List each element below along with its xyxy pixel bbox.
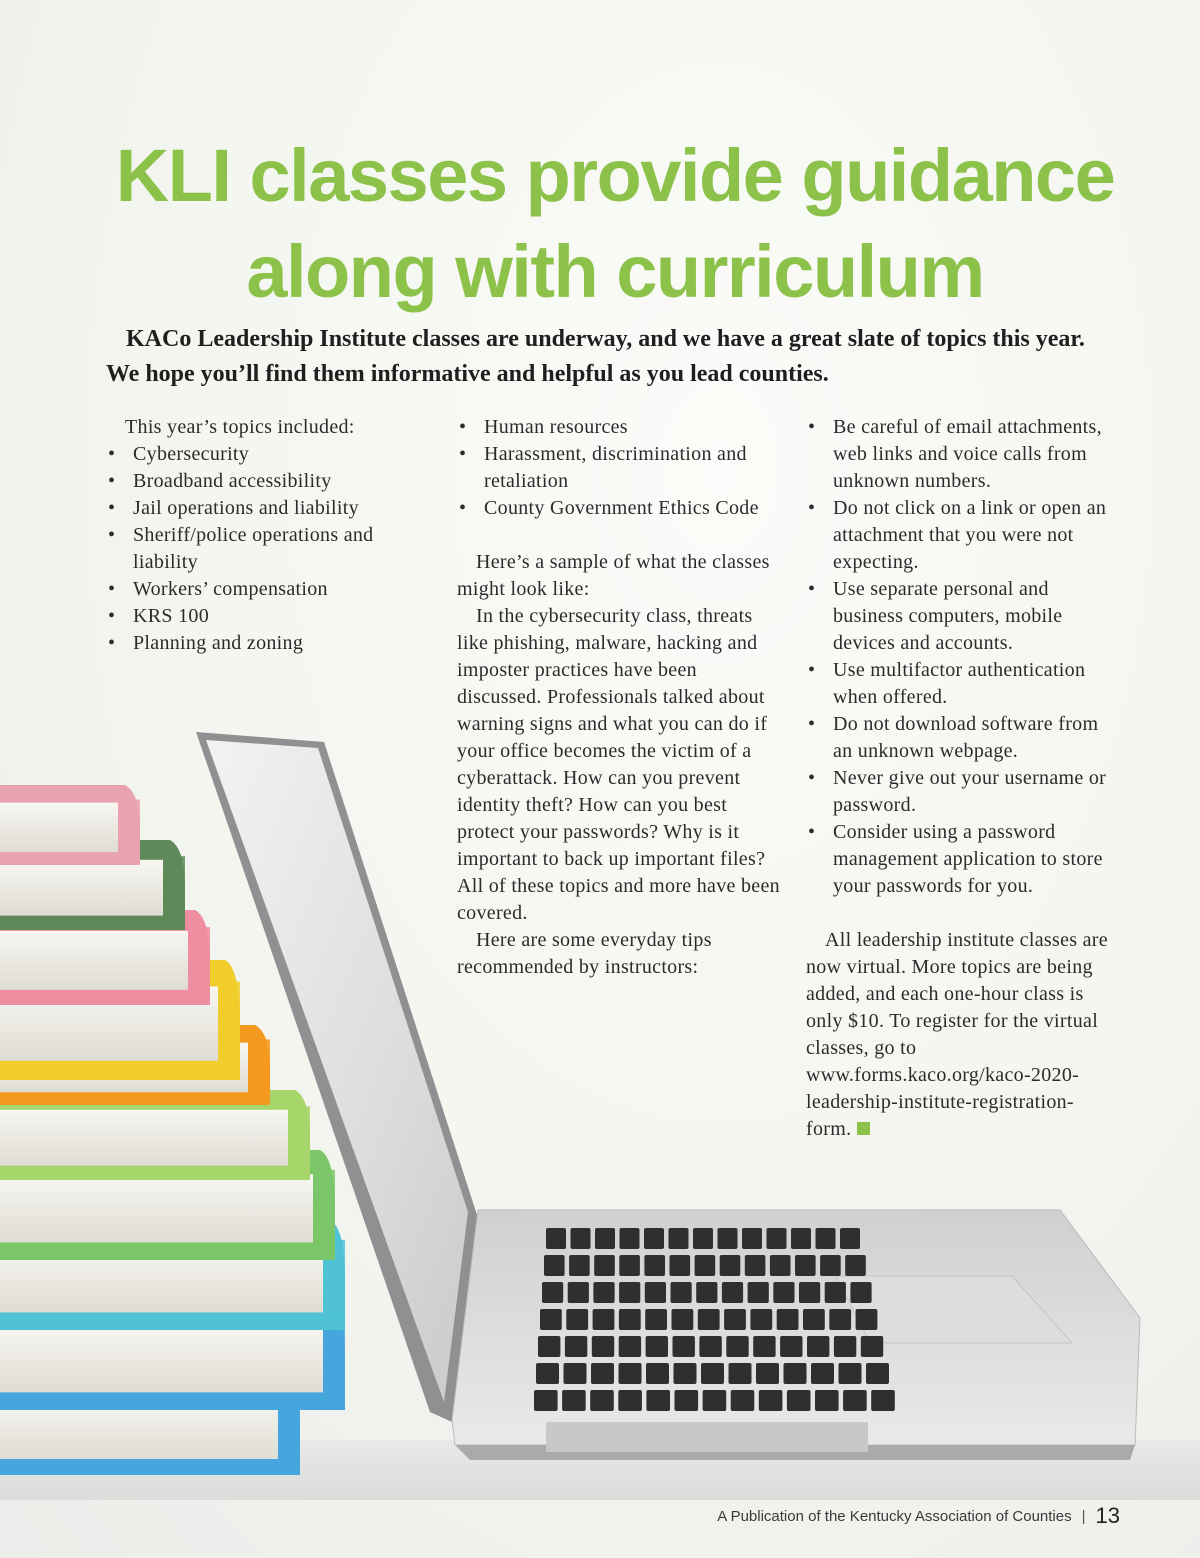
list-item: • Workers’ compensation <box>106 576 406 603</box>
headline <box>60 128 1170 320</box>
page-number: 13 <box>1095 1503 1120 1528</box>
cybersecurity-paragraph: In the cybersecurity class, threats like phishing, malware, hacking and imposter practices have been discussed. Professionals talked about warning signs and what you can do if your office becomes the victim of a cyberattack. How can you prevent identity theft? How can you best protect your passwords? Why is it important to back up important files? All of these topics and more have been covered. <box>457 605 780 924</box>
list-item: • KRS 100 <box>106 603 406 630</box>
list-item: • Do not download software from an unknown webpage. <box>806 711 1111 765</box>
list-item: • Human resources <box>457 414 782 441</box>
closing-text: All leadership institute classes are now virtual. More topics are being added, and each one-hour class is only $10. To register for the virtual classes, go to www.forms.kaco.org/kaco-2020-leadership-institute-registration-form. <box>806 929 1108 1140</box>
list-item: • Use multifactor authentication when offered. <box>806 657 1111 711</box>
list-item: • Planning and zoning <box>106 630 406 657</box>
list-item: • Cybersecurity <box>106 441 406 468</box>
sample-intro: Here’s a sample of what the classes might look like: <box>457 551 770 600</box>
list-item: • Harassment, discrimination and retaliation <box>457 441 782 495</box>
list-item: • Broadband accessibility <box>106 468 406 495</box>
list-item: • Never give out your username or password. <box>806 765 1111 819</box>
books-and-laptop-illustration <box>0 700 1200 1500</box>
page-footer <box>717 1503 1120 1529</box>
headline-line-1: KLI classes provide guidance <box>115 134 1115 217</box>
list-item: • Jail operations and liability <box>106 495 406 522</box>
topics-lead: This year’s topics included: <box>125 416 355 438</box>
list-item: • Use separate personal and business computers, mobile devices and accounts. <box>806 576 1111 657</box>
column-1 <box>106 414 406 657</box>
topics-list-continued <box>457 414 782 522</box>
list-item: • Sheriff/police operations and liability <box>106 522 406 576</box>
publication-name: A Publication of the Kentucky Association of Counties <box>717 1507 1072 1525</box>
list-item: • Be careful of email attachments, web links and voice calls from unknown numbers. <box>806 414 1111 495</box>
list-item: • Do not click on a link or open an attachment that you were not expecting. <box>806 495 1111 576</box>
book <box>0 785 140 865</box>
intro-paragraph: KACo Leadership Institute classes are underway, and we have a great slate of topics this year. We hope you’ll find them informative and helpful as you lead counties. <box>106 326 1085 387</box>
list-item: • County Government Ethics Code <box>457 495 782 522</box>
footer-separator: | <box>1081 1507 1086 1525</box>
tips-intro: Here are some everyday tips recommended by instructors: <box>457 929 712 978</box>
topics-list <box>106 441 406 657</box>
list-item: • Consider using a password management application to store your passwords for you. <box>806 819 1111 900</box>
headline-line-2: along with curriculum <box>246 230 984 313</box>
